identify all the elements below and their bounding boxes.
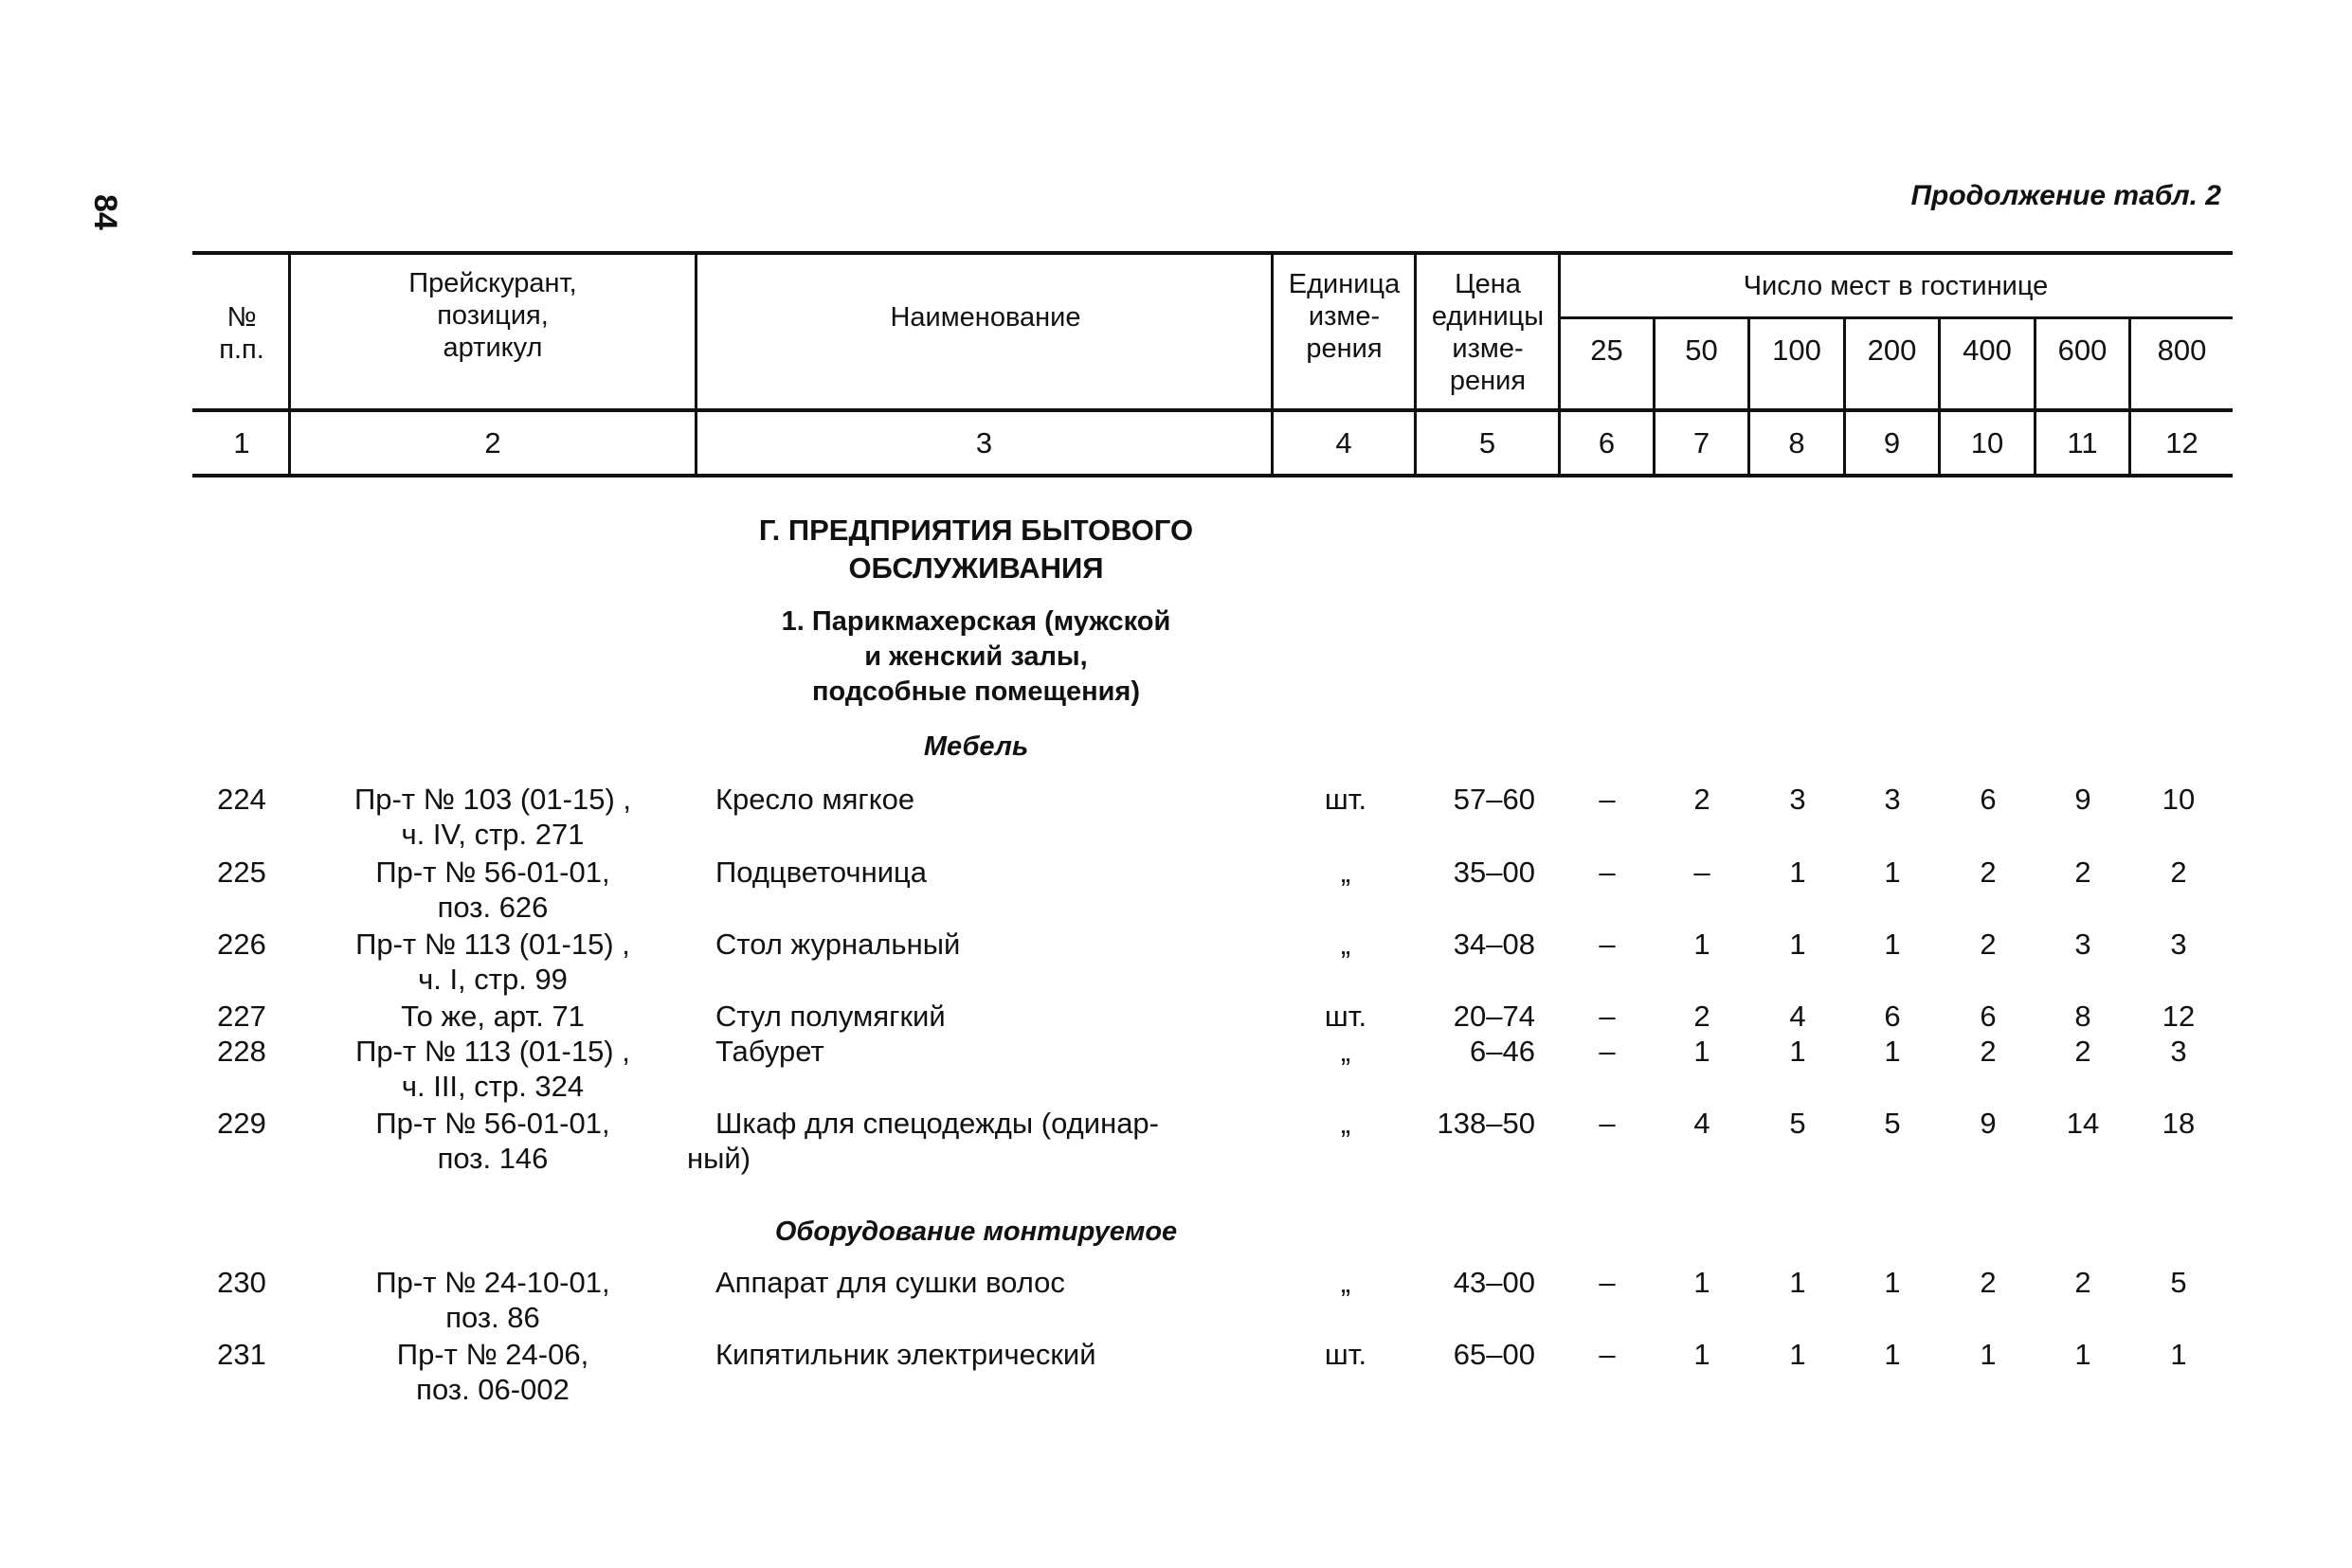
qty-200: 1 <box>1884 1035 1901 1068</box>
header-name: Наименование <box>890 302 1081 333</box>
qty-800: 1 <box>2170 1338 2187 1371</box>
price: 57–60 <box>1453 783 1535 816</box>
qty-100: 3 <box>1789 783 1806 816</box>
qty-600: 14 <box>2066 1107 2100 1140</box>
qty-25: – <box>1599 1035 1616 1068</box>
qty-100: 5 <box>1789 1107 1806 1140</box>
qty-600: 9 <box>2074 783 2091 816</box>
table-top-rule <box>192 251 2233 255</box>
qty-800: 5 <box>2170 1266 2187 1299</box>
qty-600: 2 <box>2074 856 2091 889</box>
column-number: 6 <box>1598 426 1616 460</box>
qty-200: 6 <box>1884 1000 1901 1033</box>
qty-50: – <box>1693 856 1710 889</box>
qty-400: 9 <box>1980 1107 1997 1140</box>
column-number: 1 <box>233 426 250 460</box>
qty-200: 3 <box>1884 783 1901 816</box>
price: 6–46 <box>1470 1035 1535 1068</box>
qty-800: 18 <box>2162 1107 2196 1140</box>
qty-600: 2 <box>2074 1035 2091 1068</box>
qty-400: 6 <box>1980 1000 1997 1033</box>
row-number: 230 <box>217 1266 266 1299</box>
price-list-ref: Пр-т № 56-01-01, поз. 146 <box>375 1107 610 1175</box>
qty-200: 5 <box>1884 1107 1901 1140</box>
qty-400: 2 <box>1980 928 1997 961</box>
qty-400: 2 <box>1980 1266 1997 1299</box>
qty-25: – <box>1599 1107 1616 1140</box>
qty-400: 6 <box>1980 783 1997 816</box>
row-number: 225 <box>217 856 266 889</box>
item-name: Аппарат для сушки волос <box>715 1266 1065 1299</box>
qty-200: 1 <box>1884 856 1901 889</box>
header-number: № п.п. <box>219 302 264 365</box>
price: 20–74 <box>1453 1000 1535 1033</box>
unit: шт. <box>1324 783 1367 816</box>
qty-600: 8 <box>2074 1000 2091 1033</box>
capacity-400: 400 <box>1963 333 2012 367</box>
price-list-ref: Пр-т № 56-01-01, поз. 626 <box>375 856 610 924</box>
qty-200: 1 <box>1884 1266 1901 1299</box>
qty-100: 4 <box>1789 1000 1806 1033</box>
qty-50: 2 <box>1693 1000 1710 1033</box>
qty-100: 1 <box>1789 1338 1806 1371</box>
qty-25: – <box>1599 1000 1616 1033</box>
qty-600: 3 <box>2074 928 2091 961</box>
item-name: Стул полумягкий <box>715 1000 946 1033</box>
qty-200: 1 <box>1884 928 1901 961</box>
column-number: 3 <box>975 426 993 460</box>
qty-25: – <box>1599 928 1616 961</box>
unit: шт. <box>1324 1000 1367 1033</box>
price: 34–08 <box>1453 928 1535 961</box>
qty-100: 1 <box>1789 1035 1806 1068</box>
qty-50: 2 <box>1693 783 1710 816</box>
capacity-50: 50 <box>1685 333 1718 367</box>
column-number: 4 <box>1335 426 1352 460</box>
group-equipment: Оборудование монтируемое <box>774 1217 1178 1247</box>
capacity-800: 800 <box>2157 333 2207 367</box>
capacity-25: 25 <box>1590 333 1623 367</box>
unit: „ <box>1340 1266 1351 1299</box>
item-name: Табурет <box>715 1035 824 1068</box>
qty-800: 10 <box>2162 783 2196 816</box>
price-list-ref: Пр-т № 24-10-01, поз. 86 <box>375 1266 610 1334</box>
group-furniture: Мебель <box>923 731 1029 762</box>
capacity-100: 100 <box>1772 333 1821 367</box>
price: 35–00 <box>1453 856 1535 889</box>
qty-600: 2 <box>2074 1266 2091 1299</box>
price: 65–00 <box>1453 1338 1535 1371</box>
qty-25: – <box>1599 1266 1616 1299</box>
price-list-ref: Пр-т № 113 (01-15) , ч. I, стр. 99 <box>355 928 630 996</box>
column-number: 2 <box>484 426 501 460</box>
item-name: Подцветочница <box>715 856 928 889</box>
qty-50: 4 <box>1693 1107 1710 1140</box>
header-bottom-rule <box>192 408 2233 412</box>
item-name: Стол журнальный <box>715 928 961 961</box>
item-name: Шкаф для спецодежды (одинар- ный) <box>687 1107 1159 1175</box>
column-number: 5 <box>1478 426 1496 460</box>
qty-50: 1 <box>1693 1035 1710 1068</box>
column-number: 10 <box>1970 426 2004 460</box>
qty-800: 2 <box>2170 856 2187 889</box>
qty-100: 1 <box>1789 928 1806 961</box>
row-number: 231 <box>217 1338 266 1371</box>
capacity-200: 200 <box>1867 333 1917 367</box>
qty-25: – <box>1599 856 1616 889</box>
column-number: 9 <box>1883 426 1901 460</box>
qty-25: – <box>1599 1338 1616 1371</box>
item-name: Кресло мягкое <box>715 783 915 816</box>
row-number: 226 <box>217 928 266 961</box>
qty-400: 1 <box>1980 1338 1997 1371</box>
qty-50: 1 <box>1693 1266 1710 1299</box>
unit: „ <box>1340 856 1351 889</box>
unit: „ <box>1340 1035 1351 1068</box>
column-number: 11 <box>2067 426 2098 460</box>
column-numbers-bottom-rule <box>192 474 2233 478</box>
header-price-list: Прейскурант, позиция, артикул <box>408 268 577 363</box>
column-number: 7 <box>1692 426 1710 460</box>
unit: „ <box>1340 1107 1351 1140</box>
qty-800: 3 <box>2170 928 2187 961</box>
qty-50: 1 <box>1693 1338 1710 1371</box>
unit: „ <box>1340 928 1351 961</box>
row-number: 224 <box>217 783 266 816</box>
qty-200: 1 <box>1884 1338 1901 1371</box>
header-capacity-group: Число мест в гостинице <box>1743 271 2049 301</box>
section-title: Г. ПРЕДПРИЯТИЯ БЫТОВОГО ОБСЛУЖИВАНИЯ <box>758 514 1194 585</box>
price-list-ref: Пр-т № 24-06, поз. 06-002 <box>396 1338 589 1406</box>
price: 138–50 <box>1437 1107 1535 1140</box>
qty-800: 12 <box>2162 1000 2196 1033</box>
qty-600: 1 <box>2074 1338 2091 1371</box>
qty-50: 1 <box>1693 928 1710 961</box>
header-unit: Единица изме- рения <box>1288 269 1401 364</box>
price-list-ref: То же, арт. 71 <box>401 1000 585 1033</box>
qty-400: 2 <box>1980 1035 1997 1068</box>
capacity-subheader-rule <box>1561 316 2233 319</box>
qty-400: 2 <box>1980 856 1997 889</box>
price-list-ref: Пр-т № 103 (01-15) , ч. IV, стр. 271 <box>353 783 632 851</box>
row-number: 229 <box>217 1107 266 1140</box>
qty-800: 3 <box>2170 1035 2187 1068</box>
row-number: 227 <box>217 1000 266 1033</box>
qty-100: 1 <box>1789 856 1806 889</box>
page-number: 84 <box>87 194 123 230</box>
row-number: 228 <box>217 1035 266 1068</box>
price: 43–00 <box>1453 1266 1535 1299</box>
capacity-600: 600 <box>2057 333 2108 367</box>
column-number: 12 <box>2165 426 2198 460</box>
column-number: 8 <box>1788 426 1805 460</box>
continuation-note: Продолжение табл. 2 <box>1910 180 2221 211</box>
unit: шт. <box>1324 1338 1367 1371</box>
price-list-ref: Пр-т № 113 (01-15) , ч. III, стр. 324 <box>355 1035 630 1103</box>
qty-25: – <box>1599 783 1616 816</box>
header-price: Цена единицы изме- рения <box>1431 269 1545 396</box>
item-name: Кипятильник электрический <box>715 1338 1096 1371</box>
qty-100: 1 <box>1789 1266 1806 1299</box>
subsection-title: 1. Парикмахерская (мужской и женский залы, подсобные помещения) <box>781 606 1171 707</box>
